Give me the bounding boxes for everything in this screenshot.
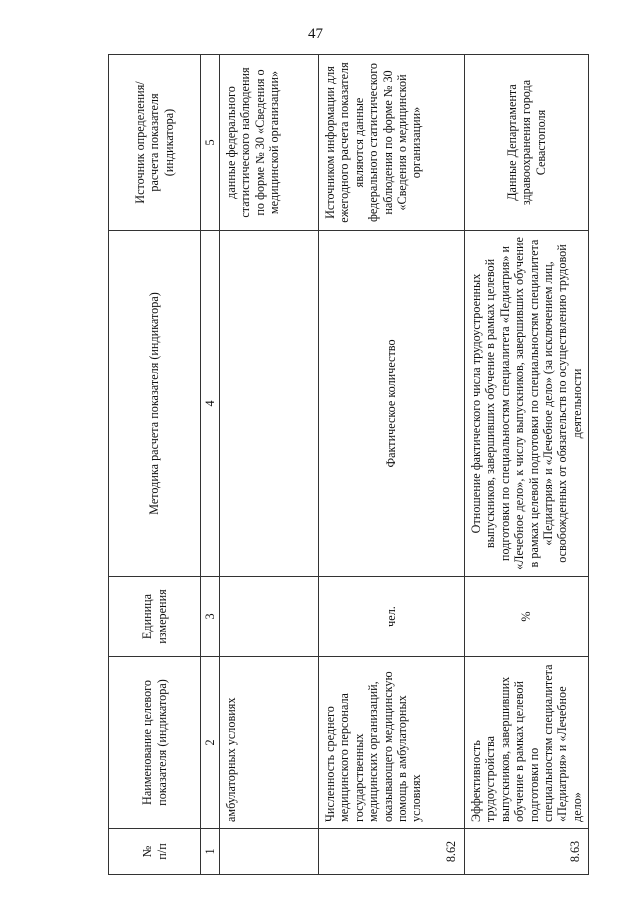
header-method: Методика расчета показателя (индикатора) bbox=[109, 231, 201, 577]
header-source: Источник определения/ расчета показателя (индикатора) bbox=[109, 55, 201, 231]
row-method: Отношение фактического числа трудоустроенных выпускников, завершивших обучение в рамках целевой подготовки по специальностям специалитета «Педиатрия» и «Лечебное дело», к числу выпускников, завершивших обучение в рамках целевой подготовки по специальностям специалитета «Педиатрия» и «Лечебное дело» (за исключением лиц, освобожденных от обязательств по осуществлению трудовой деятельности bbox=[465, 231, 589, 577]
indicators-table bbox=[108, 54, 589, 875]
row-source: данные федерального статистического наблюдения по форме № 30 «Сведения о медицинской организации» bbox=[220, 55, 319, 231]
column-number: 1 bbox=[201, 829, 220, 875]
rotated-table-container bbox=[108, 55, 584, 875]
table-row bbox=[319, 55, 465, 875]
row-source: Данные Департамента здравоохранения города Севастополя bbox=[465, 55, 589, 231]
row-unit bbox=[220, 577, 319, 657]
column-number: 5 bbox=[201, 55, 220, 231]
row-unit: % bbox=[465, 577, 589, 657]
row-name: Эффективность трудоустройства выпускников, завершивших обучение в рамках целевой подготовки по специальностям специалитета «Педиатрия» и «Лечебное дело» bbox=[465, 657, 589, 829]
header-num: № п/п bbox=[109, 829, 201, 875]
table-row bbox=[465, 55, 589, 875]
header-name: Наименование целевого показателя (индикатора) bbox=[109, 657, 201, 829]
row-num: 8.63 bbox=[465, 829, 589, 875]
row-source: Источником информации для ежегодного расчета показателя являются данные федерального статистического наблюдения по форме № 30 «Сведения о медицинской организации» bbox=[319, 55, 465, 231]
row-method: Фактическое количество bbox=[319, 231, 465, 577]
row-name: амбулаторных условиях bbox=[220, 657, 319, 829]
table-row bbox=[220, 55, 319, 875]
column-number-row bbox=[201, 55, 220, 875]
page-number: 47 bbox=[308, 26, 323, 42]
row-name: Численность среднего медицинского персонала государственных медицинских организаций, оказывающего медицинскую помощь в амбулаторных условиях bbox=[319, 657, 465, 829]
column-number: 4 bbox=[201, 231, 220, 577]
row-num: 8.62 bbox=[319, 829, 465, 875]
column-number: 2 bbox=[201, 657, 220, 829]
column-number: 3 bbox=[201, 577, 220, 657]
header-row bbox=[109, 55, 201, 875]
row-num bbox=[220, 829, 319, 875]
row-unit: чел. bbox=[319, 577, 465, 657]
header-unit: Единица измерения bbox=[109, 577, 201, 657]
row-method bbox=[220, 231, 319, 577]
